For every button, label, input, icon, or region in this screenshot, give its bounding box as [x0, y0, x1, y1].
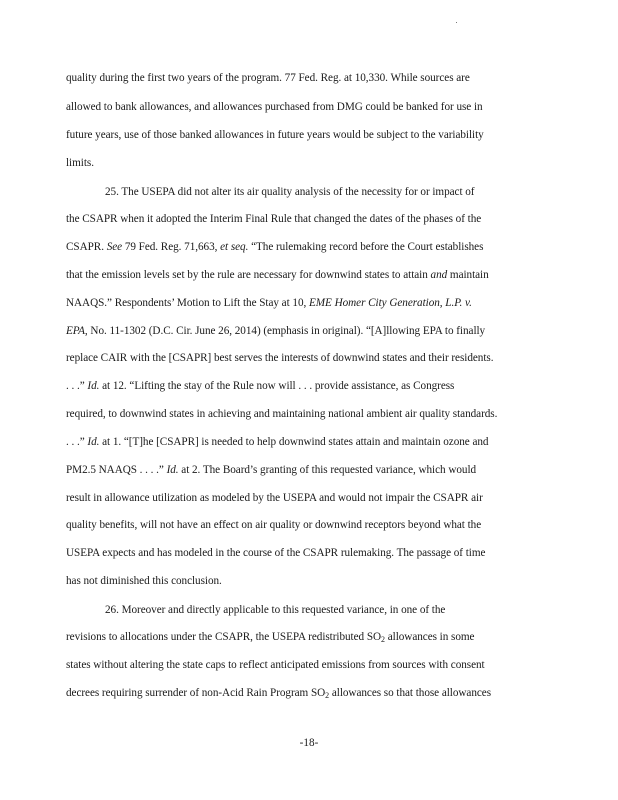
text-line: states without altering the state caps to reflect anticipated emissions from sources with consent [66, 659, 485, 671]
text-line: . . .” Id. at 12. “Lifting the stay of the Rule now will . . . provide assistance, as Congress [66, 380, 455, 392]
text-line: revisions to allocations under the CSAPR, the USEPA redistributed $SO_2$ allowances in some [66, 631, 475, 644]
text-line: CSAPR. See 79 Fed. Reg. 71,663, et seq. “The rulemaking record before the Court establishes [66, 241, 484, 253]
text-line: the CSAPR when it adopted the Interim Final Rule that changed the dates of the phases of the [66, 213, 482, 225]
scan-speck [456, 22, 457, 23]
text-line: quality benefits, will not have an effect on air quality or downwind receptors beyond what the [66, 519, 482, 531]
text-line: PM2.5 NAAQS . . . .” Id. at 2. The Board’s granting of this requested variance, which would [66, 464, 477, 476]
text-line: EPA, No. 11-1302 (D.C. Cir. June 26, 2014) (emphasis in original). “[A]llowing EPA to finally [66, 325, 486, 337]
paragraph-25-start: 25. The USEPA did not alter its air quality analysis of the necessity for or impact of [105, 186, 475, 198]
text-line: quality during the first two years of the program. 77 Fed. Reg. at 10,330. While sources are [66, 72, 470, 84]
text-line: result in allowance utilization as modeled by the USEPA and would not impair the CSAPR air [66, 492, 483, 504]
paragraph-26-start: 26. Moreover and directly applicable to this requested variance, in one of the [105, 604, 446, 616]
text-line: that the emission levels set by the rule are necessary for downwind states to attain and maintain [66, 269, 489, 281]
page-number: -18- [299, 737, 319, 749]
text-line: limits. [66, 157, 94, 169]
text-line: . . .” Id. at 1. “[T]he [CSAPR] is needed to help downwind states attain and maintain ozone and [66, 436, 489, 448]
text-line: replace CAIR with the [CSAPR] best serves the interests of downwind states and their residents. [66, 352, 494, 364]
text-line: required, to downwind states in achieving and maintaining national ambient air quality standards. [66, 408, 498, 420]
text-line: USEPA expects and has modeled in the course of the CSAPR rulemaking. The passage of time [66, 547, 486, 559]
text-line: decrees requiring surrender of non-Acid Rain Program $SO_2$ allowances so that those allowances [66, 687, 492, 700]
text-line: allowed to bank allowances, and allowances purchased from DMG could be banked for use in [66, 101, 483, 113]
text-line: has not diminished this conclusion. [66, 575, 222, 587]
text-line: future years, use of those banked allowances in future years would be subject to the variability [66, 129, 484, 141]
text-line: NAAQS.” Respondents’ Motion to Lift the Stay at 10, EME Homer City Generation, L.P. v. [66, 297, 472, 309]
